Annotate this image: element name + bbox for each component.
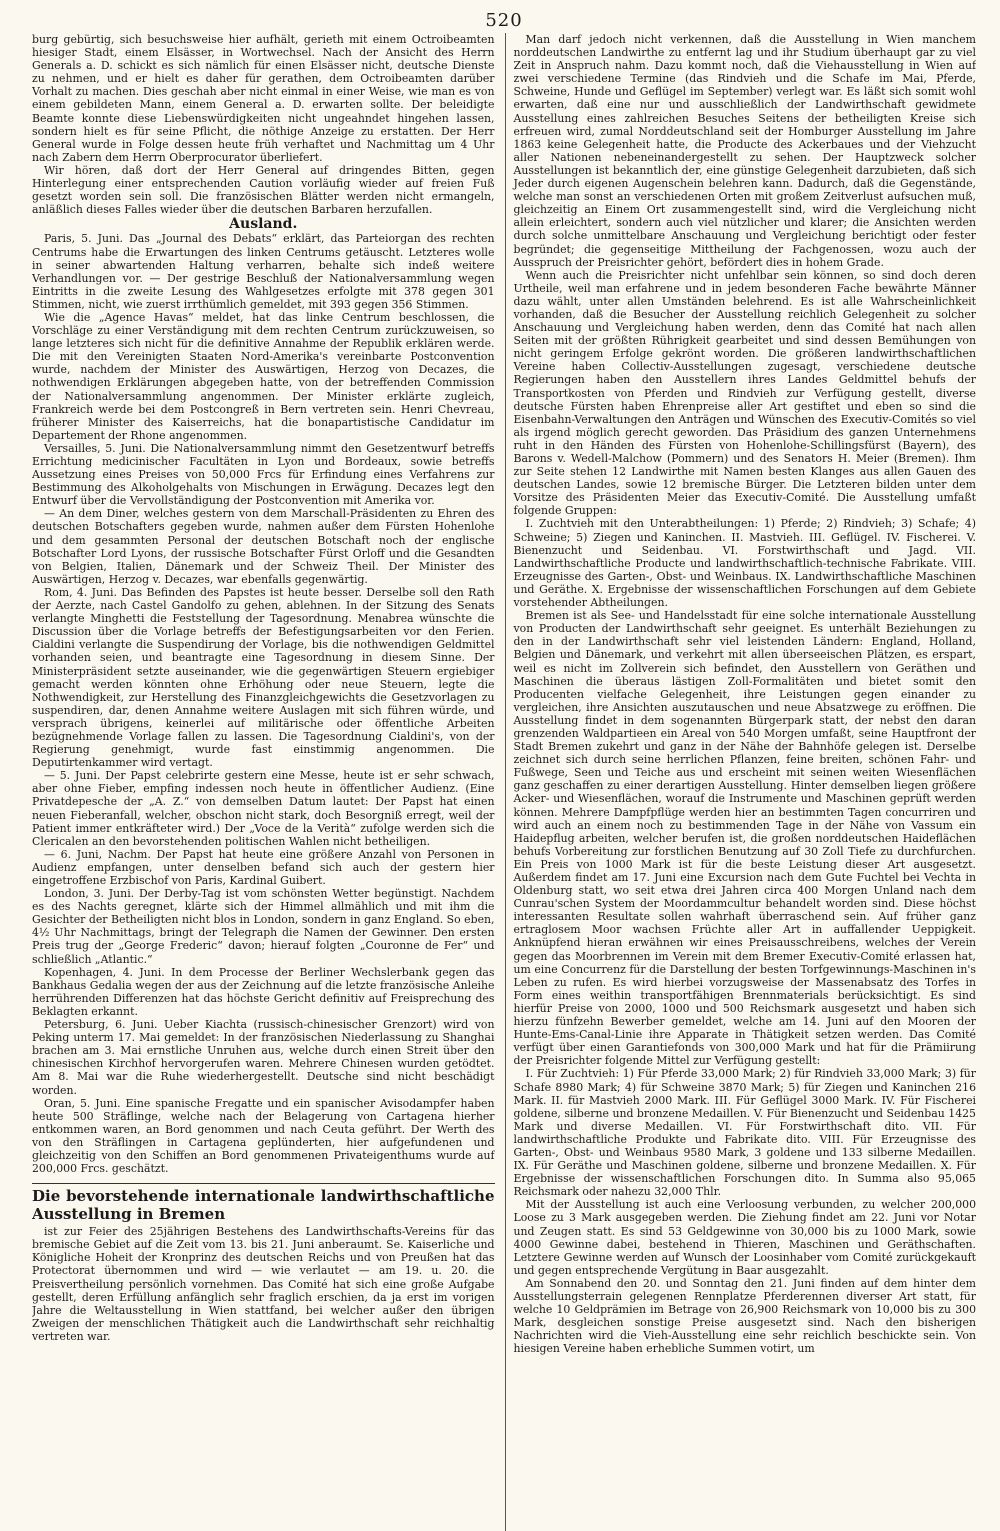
article-bremen-intro: ist zur Feier des 25jährigen Bestehens des Landwirthschafts-Vereins für das bremische Gebiet auf die Zeit vom 13. bis 21. Juni anberaumt. Se. Kaiserliche und Königliche Hoheit der Kronprinz des deutschen Reichs und von Preußen hat das Protectorat übernommen und wird — wie verlautet — am 19. u. 20. die Preisvertheilung persönlich vornehmen. Das Comité hat sich eine große Aufgabe gestellt, deren Erfüllung anfänglich sehr fraglich erschien, da ja erst im vorigen Jahre die Weltausstellung in Wien stattfand, bei welcher außer den übrigen Zweigen der menschlichen Thätigkeit auch die Landwirthschaft sehr reichhaltig vertreten war. (32, 1225, 495, 1343)
news-kopenhagen: Kopenhagen, 4. Juni. In dem Processe der Berliner Wechslerbank gegen das Bankhaus Gedalia wegen der aus der Zeichnung auf die letzte französische Anleihe herrührenden Differenzen hat das höchste Gericht definitiv auf Freisprechung des Beklagten erkannt. (32, 965, 495, 1018)
news-versailles: Versailles, 5. Juni. Die Nationalversammlung nimmt den Gesetzentwurf betreffs Errichtung medicinischer Facultäten in Lyon und Bordeaux, sowie betreffs Aussetzung eines Preises von 50,000 Frcs für Erfindung eines Verfahrens zur Bestimmung des Alkoholgehalts von Mischungen in Erwägung. Decazes legt den Entwurf über die Vervollständigung der Postconvention mit Amerika vor. (32, 441, 495, 508)
news-diner: — An dem Diner, welches gestern von dem Marschall-Präsidenten zu Ehren des deutschen Botschafters gegeben wurde, nahmen außer dem Fürsten Hohenlohe und dem gesammten Personal der deutschen Botschaft noch der englische Botschafter Lord Lyons, der russische Botschafter Fürst Orloff und die Gesandten von Belgien, Italien, Dänemark und der Schweiz Theil. Der Minister des Auswärtigen, Herzog v. Decazes, war ebenfalls gegenwärtig. (32, 507, 495, 586)
news-london: London, 3. Juni. Der Derby-Tag ist vom schönsten Wetter begünstigt. Nachdem es des Nachts geregnet, klärte sich der Himmel allmählich und mit ihm die Gesichter der Betheiligten nicht blos in London, sondern in ganz England. So eben, 4½ Uhr Nachmittags, bringt der Telegraph die Namen der Gewinner. Den ersten Preis trug der „George Frederic“ davon; hierauf folgten „Couronne de Fer“ und schließlich „Atlantic.“ (32, 887, 495, 966)
page-number: 520 (485, 10, 523, 31)
article-paragraph: burg gebürtig, sich besuchsweise hier aufhält, gerieth mit einem Octroibeamten hiesiger Stadt, einem Elsässer, in Wortwechsel. Nach der Ansicht des Herrn Generals a. D. schickt es sich nämlich für einen Elsässer nicht, deutsche Dienste zu nehmen, und er hielt es daher für gerathen, dem Octroibeamten darüber Vorhalt zu machen. Dies geschah aber nicht einmal in einer Weise, wie man es von einem gebildeten Mann, einem General a. D. erwarten sollte. Der beleidigte Beamte konnte diese Liebenswürdigkeiten nicht ungeahndet hingehen lassen, sondern hielt es für seine Pflicht, die nöthige Anzeige zu erstatten. Der Herr General wurde in Folge dessen heute früh verhaftet und Nachmittag um 4 Uhr nach Zabern dem Herrn Oberprocurator überliefert. (32, 33, 495, 164)
article-paragraph: Am Sonnabend den 20. und Sonntag den 21. Juni finden auf dem hinter dem Ausstellungsterrain gelegenen Rennplatze Pferderennen diverser Art statt, für welche 10 Geldprämien im Betrage von 26,900 Reichsmark von 10,000 bis zu 300 Mark, desgleichen sonstige Preise ausgesetzt sind. Nach den bisherigen Nachrichten wird die Vieh-Ausstellung eine sehr reichlich beschickte sein. Von hiesigen Vereine haben erhebliche Summen votirt, um (513, 1276, 976, 1356)
news-petersburg: Petersburg, 6. Juni. Ueber Kiachta (russisch-chinesischer Grenzort) wird von Peking unterm 17. Mai gemeldet: In der französischen Niederlassung zu Shanghai brachen am 3. Mai ernstliche Unruhen aus, welche durch einen Streit über den chinesischen Kirchhof hervorgerufen waren. Mehrere Chinesen wurden getödtet. Am 8. Mai war die Ruhe wiederhergestellt. Deutsche sind nicht beschädigt worden. (32, 1018, 495, 1097)
right-column (505, 33, 977, 1531)
news-paris: Paris, 5. Juni. Das „Journal des Debats“ erklärt, das Parteiorgan des rechten Centrums habe die Erwartungen des linken Centrums getäuscht. Letzteres wolle in seiner abwartenden Haltung verharren, behalte sich indeß weitere Verhandlungen vor. — Der gestrige Beschluß der Nationalversammlung wegen Eintritts in die zweite Lesung des Wahlgesetzes erfolgte mit 378 gegen 301 Stimmen, nicht, wie zuerst irrthümlich gemeldet, mit 393 gegen 356 Stimmen. (32, 232, 495, 311)
news-paris-havas: Wie die „Agence Havas“ meldet, hat das linke Centrum beschlossen, die Vorschläge zu einer Verständigung mit dem rechten Centrum zurückzuweisen, so lange letzteres sich nicht für die definitive Annahme der Republik erklären werde. Die mit den Vereinigten Staaten Nord-Amerika's vereinbarte Postconvention wurde, nachdem der Minister des Auswärtigen, Herzog von Decazes, die nothwendigen Erklärungen abgegeben hatte, von der betreffenden Commission der Nationalversammlung angenommen. Der Minister erklärte zugleich, Frankreich werde bei dem Postcongreß in Bern vertreten sein. Henri Chevreau, früherer Minister des Kaiserreichs, hat die bonapartistische Candidatur im Departement der Rhone angenommen. (32, 310, 495, 442)
news-rom: Rom, 4. Juni. Das Befinden des Papstes ist heute besser. Derselbe soll den Rath der Aerzte, nach Castel Gandolfo zu gehen, ablehnen. In der Sitzung des Senats verlangte Minghetti die Feststellung der Tagesordnung. Menabrea wünschte die Discussion über die Vorlage betreffs der Befestigungsarbeiten vor den Ferien. Cialdini verlangte die Suspendirung der Vorlage, bis die nothwendigen Geldmittel vorhanden seien, und beantragte eine Tagesordnung in diesem Sinne. Der Ministerpräsident setzte auseinander, wie die gegenwärtigen Steuern ergiebiger gemacht werden könnten ohne Erhöhung oder neue Steuern, legte die Nothwendigkeit, zur Herstellung des Finanzgleichgewichts die Gesetzvorlagen zu suspendiren, dar, denen Annahme weitere Auslagen mit sich führen würde, und versprach übrigens, keinerlei auf militärische oder öffentliche Arbeiten bezügnehmende Vorlage fallen zu lassen. Die Tagesordnung Cialdini's, von der Regierung genehmigt, wurde fast einstimmig angenommen. Die Deputirtenkammer wird vertagt. (32, 585, 495, 770)
section-heading-ausland: Ausland. (229, 216, 298, 233)
news-rom-6: — 6. Juni, Nachm. Der Papst hat heute eine größere Anzahl von Personen in Audienz empfangen, unter denselben befand sich auch der gestern hier eingetroffene Erzbischof von Paris, Kardinal Guibert. (32, 847, 495, 887)
columns (32, 33, 976, 1531)
article-paragraph: Wir hören, daß dort der Herr General auf dringendes Bitten, gegen Hinterlegung einer entsprechenden Caution vorläufig wieder auf freien Fuß gesetzt worden sein soll. Die französischen Blätter werden nicht ermangeln, anläßlich dieses Falles wieder über die deutschen Barbaren herzufallen. (32, 163, 495, 217)
left-column (32, 33, 495, 1531)
article-paragraph: Man darf jedoch nicht verkennen, daß die Ausstellung in Wien manchem norddeutschen Landwirthe zu entfernt lag und ihr Studium überhaupt gar zu viel Zeit in Anspruch nahm. Dazu kommt noch, daß die Viehausstellung in Wien auf zwei verschiedene Termine (das Rindvieh und die Schafe im Mai, Pferde, Schweine, Hunde und Geflügel im September) verlegt war. Es läßt sich somit wohl erwarten, daß eine nur und ausschließlich der Landwirthschaft gewidmete Ausstellung eines zahlreichen Besuches Seitens der betheiligten Kreise sich erfreuen wird, zumal Norddeutschland seit der Homburger Ausstellung im Jahre 1863 keine Gelegenheit hatte, die Producte des Ackerbaues und der Viehzucht aller Nationen nebeneinandergestellt zu sehen. Der Hauptzweck solcher Ausstellungen ist bekanntlich der, eine günstige Gelegenheit darzubieten, daß sich Jeder durch eigenen Augenschein belehren kann. Dadurch, daß die Gegenstände, welche man sonst an verschiedenen Orten mit großem Zeitverlust aufsuchen muß, gleichzeitig an Einem Ort zusammengestellt sind, wird die Vergleichung nicht allein erleichtert, sondern auch viel nützlicher und klarer; die Ansichten werden durch solche unmittelbare Anschauung und Vergleichung berichtigt oder fester begründet; die gegenseitige Mittheilung der Fachgenossen, wozu auch der Ausspruch der Preisrichter gehört, befördert dies in hohem Grade. (513, 33, 976, 269)
article-prizes-list: I. Für Zuchtvieh: 1) Für Pferde 33,000 Mark; 2) für Rindvieh 33,000 Mark; 3) für Schafe 8980 Mark; 4) für Schweine 3870 Mark; 5) für Ziegen und Kaninchen 216 Mark. II. für Mastvieh 2000 Mark. III. Für Geflügel 3000 Mark. IV. Für Fischerei goldene, silberne und bronzene Medaillen. V. Für Bienenzucht und Seidenbau 1425 Mark und diverse Medaillen. VI. Für Forstwirthschaft dito. VII. Für landwirthschaftliche Produkte und Fabrikate dito. VIII. Für Erzeugnisse des Garten-, Obst- und Weinbaus 9580 Mark, 3 goldene und 133 silberne Medaillen. IX. Für Geräthe und Maschinen goldene, silberne und bronzene Medaillen. X. Für Ergebnisse der wissenschaftlichen Forschungen dito. In Summa also 95,065 Reichsmark oder nahezu 32,000 Thlr. (513, 1067, 976, 1199)
article-headline-bremen: Die bevorstehende internationale landwirthschaftliche Ausstellung in Bremen (32, 1183, 495, 1223)
news-oran: Oran, 5. Juni. Eine spanische Fregatte und ein spanischer Avisodampfer haben heute 500 Sträflinge, welche nach der Belagerung von Cartagena hierher entkommen waren, an Bord genommen und nach Ceuta geführt. Der Werth des von den Sträflingen in Cartagena geplünderten, hier aufgefundenen und gleichzeitig von den Schiffen an Bord genommenen Privateigenthums wurde auf 200,000 Frcs. geschätzt. (32, 1096, 495, 1176)
article-paragraph: Mit der Ausstellung ist auch eine Verloosung verbunden, zu welcher 200,000 Loose zu 3 Mark ausgegeben werden. Die Ziehung findet am 22. Juni vor Notar und Zeugen statt. Es sind 53 Geldgewinne von 30,000 bis zu 1000 Mark, sowie 4000 Gewinne dabei, bestehend in Thieren, Maschinen und Geräthschaften. Letztere Gewinne werden auf Wunsch der Loosinhaber vom Comité zurückgekauft und gegen entsprechende Vergütung in Baar ausgezahlt. (513, 1198, 976, 1277)
article-paragraph: Bremen ist als See- und Handelsstadt für eine solche internationale Ausstellung von Producten der Landwirthschaft sehr geeignet. Es unterhält Beziehungen zu den in der Landwirthschaft sehr viel leistenden Ländern: England, Holland, Belgien und Dänemark, und verkehrt mit allen überseeischen Plätzen, es erspart, weil es nicht im Zollverein sich befindet, den Ausstellern von Geräthen und Maschinen die überaus lästigen Zoll-Formalitäten und bietet somit den Producenten vielfache Gelegenheit, ihre Leistungen gegen einander zu vergleichen, ihre Ansichten auszutauschen und neue Absatzwege zu eröffnen. Die Ausstellung findet in dem sogenannten Bürgerpark statt, der nebst den daran grenzenden Waldpartieen ein Areal von 540 Morgen umfaßt, seine Hauptfront der Stadt Bremen zukehrt und ganz in der Nähe der Bahnhöfe gelegen ist. Derselbe zeichnet sich durch seine herrlichen Pflanzen, feine breiten, schönen Fahr- und Fußwege, Seen und Teiche aus und erscheint mit seinen weiten Wiesenflächen ganz geschaffen zu einer derartigen Ausstellung. Hinter demselben liegen größere Acker- und Wiesenflächen, worauf die Instrumente und Maschinen geprüft werden können. Mehrere Dampfpflüge werden hier an bestimmten Tagen concurriren und wird auch an einem noch zu bestimmenden Tage in der Nähe von Vassum ein Haidepflug arbeiten, welcher berufen ist, die großen norddeutschen Haideflächen behufs Vorbereitung zur forstlichen Benutzung auf 30 Zoll Tiefe zu durchfurchen. Ein Preis von 1000 Mark ist für die beste Leistung dieser Art ausgesetzt. Außerdem findet am 17. Juni eine Excursion nach dem Gute Fuchtel bei Vechta in Oldenburg statt, wo seit etwa drei Jahren circa 400 Morgen Unland nach dem Cunrau'schen System der Moordammcultur behandelt worden sind. Diese höchst interessanten Resultate sollen wahrhaft überraschend sein. Auf früher ganz ertraglosem Moor wachsen Früchte aller Art in auffallender Ueppigkeit. Anknüpfend hieran erwähnen wir eines Preisausschreibens, welches der Verein gegen das Moorbrennen im Verein mit dem Bremer Executiv-Comité erlassen hat, um eine Concurrenz für die Darstellung der besten Torfgewinnungs-Maschinen in's Leben zu rufen. Es wird hierbei vorzugsweise der Massenabsatz des Torfes in Form eines weithin transportfähigen Brennmaterials berücksichtigt. Es sind hierfür Preise von 2000, 1000 und 500 Reichsmark ausgesetzt und haben sich hierzu fünfzehn Bewerber gemeldet, welche am 14. Juni auf den Mooren der Hunte-Ems-Canal-Linie ihre Apparate in Thätigkeit setzen werden. Das Comité verfügt über einen Garantiefonds von 300,000 Mark und hat für die Prämiirung der Preisrichter folgende Mittel zur Verfügung gestellt: (513, 609, 976, 1068)
article-groups-list: I. Zuchtvieh mit den Unterabtheilungen: 1) Pferde; 2) Rindvieh; 3) Schafe; 4) Schweine; 5) Ziegen und Kaninchen. II. Mastvieh. III. Geflügel. IV. Fischerei. V. Bienenzucht und Seidenbau. VI. Forstwirthschaft und Jagd. VII. Landwirthschaftliche Producte und landwirthschaftlich-technische Fabrikate. VIII. Erzeugnisse des Garten-, Obst- und Weinbaus. IX. Landwirthschaftliche Maschinen und Geräthe. X. Ergebnisse der wissenschaftlichen Forschungen auf dem Gebiete vorstehender Abtheilungen. (513, 517, 976, 610)
news-rom-5: — 5. Juni. Der Papst celebrirte gestern eine Messe, heute ist er sehr schwach, aber ohne Fieber, empfing indessen noch heute in öffentlicher Audienz. (Eine Privatdepesche der „A. Z.“ von demselben Datum lautet: Der Papst hat einen neuen Fieberanfall, welcher, obschon nicht stark, doch Besorgniß erregt, weil der Patient immer entkräfteter wird.) Der „Voce de la Verità“ zufolge werden sich die Clericalen an den bevorstehenden politischen Wahlen nicht betheiligen. (32, 769, 495, 848)
article-paragraph: Wenn auch die Preisrichter nicht unfehlbar sein können, so sind doch deren Urtheile, weil man erfahrene und in jedem besonderen Fache bewährte Männer dazu wählt, unter allen Umständen belehrend. Es ist alle Wahrscheinlichkeit vorhanden, daß die Besucher der Ausstellung reichlich Gelegenheit zu solcher Anschauung und Vergleichung haben werden, denn das Comité hat nach allen Seiten mit der größten Rührigkeit gearbeitet und sind dessen Bemühungen von nicht geringem Erfolge gekrönt worden. Die größeren landwirthschaftlichen Vereine haben Collectiv-Ausstellungen zugesagt, verschiedene deutsche Regierungen haben den Ausstellern ihres Landes Geldmittel behufs der Transportkosten von Pferden und Rindvieh zur Verfügung gestellt, diverse deutsche Fürsten haben Ehrenpreise aller Art gestiftet und eben so sind die Eisenbahn-Verwaltungen den Anträgen und Wünschen des Executiv-Comités so viel als irgend möglich gerecht geworden. Das Präsidium des ganzen Unternehmens ruht in den Händen des Fürsten von Hohenlohe-Schillingsfürst (Bayern), des Barons v. Wedell-Malchow (Pommern) und des Senators H. Meier (Bremen). Ihm zur Seite stehen 12 Landwirthe mit Namen besten Klanges aus allen Gauen des deutschen Landes, sowie 12 bremische Bürger. Die Letzteren bilden unter dem Vorsitze des Präsidenten Meier das Executiv-Comité. Die Ausstellung umfaßt folgende Gruppen: (513, 268, 976, 518)
